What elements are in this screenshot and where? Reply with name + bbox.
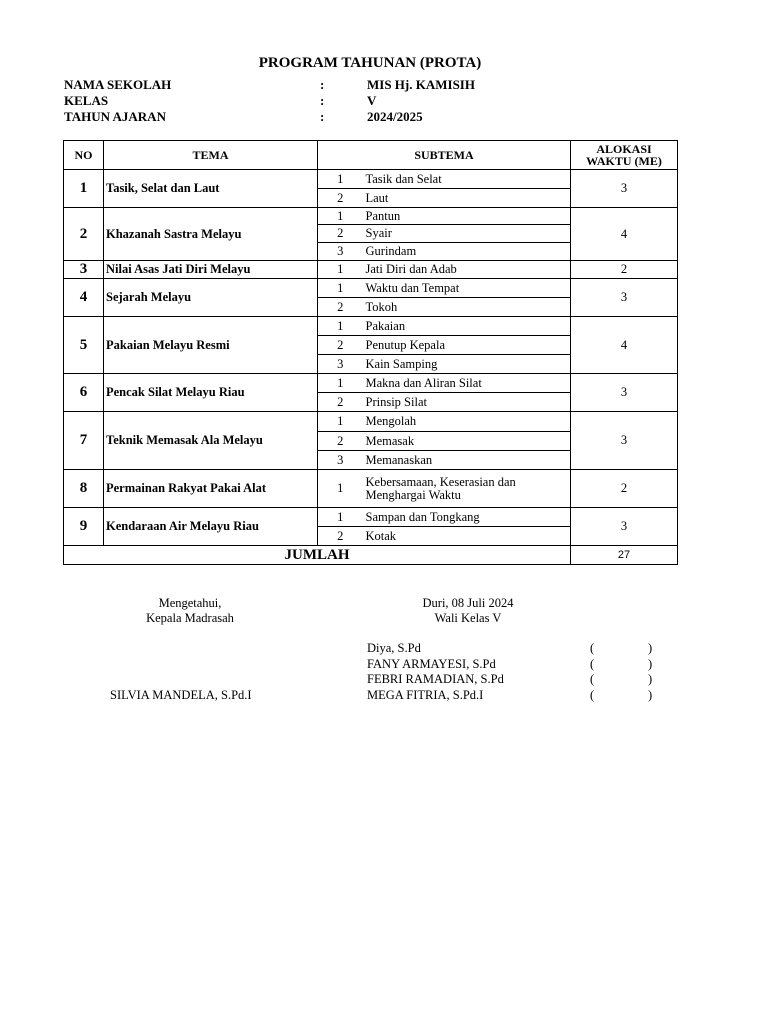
subtema-number-text: 1 xyxy=(337,208,344,223)
subtema-number-text: 1 xyxy=(337,280,344,295)
table-row xyxy=(64,374,678,393)
subtema-label: Mengolah xyxy=(364,412,571,432)
meta-label: KELAS xyxy=(64,93,109,108)
signature-paren-close: ) xyxy=(648,688,653,702)
tema-number: 5 xyxy=(64,317,104,374)
alokasi-value: 3 xyxy=(571,170,678,208)
subtema-number-text: 3 xyxy=(337,356,344,371)
subtema-number xyxy=(318,432,364,451)
tema-number: 1 xyxy=(64,170,104,208)
table-header-row xyxy=(64,141,678,170)
table-row xyxy=(64,279,678,298)
subtema-label: Tokoh xyxy=(364,298,571,317)
subtema-number xyxy=(318,243,364,261)
alokasi-value: 4 xyxy=(571,317,678,374)
tema-label: Pencak Silat Melayu Riau xyxy=(104,374,318,412)
signature-paren-close: ) xyxy=(648,657,653,671)
jumlah-value: 27 xyxy=(571,546,678,565)
subtema-number xyxy=(318,355,364,374)
subtema-number-text: 2 xyxy=(337,528,344,543)
subtema-label: Laut xyxy=(364,189,571,208)
place-date: Duri, 08 Juli 2024 xyxy=(422,596,514,610)
subtema-label: Tasik dan Selat xyxy=(364,170,571,189)
alokasi-value: 3 xyxy=(571,374,678,412)
subtema-label: Memasak xyxy=(364,432,571,451)
subtema-number-text: 3 xyxy=(337,244,344,258)
ack-label: Mengetahui, xyxy=(158,596,222,610)
header-alokasi-line2: WAKTU (ME) xyxy=(586,154,662,168)
homeroom-title: Wali Kelas V xyxy=(434,611,502,625)
tema-number: 7 xyxy=(64,412,104,470)
subtema-number xyxy=(318,261,364,279)
subtema-number xyxy=(318,527,364,546)
signature-paren-close: ) xyxy=(648,641,653,655)
subtema-number-text: 1 xyxy=(337,414,344,428)
signature-paren-open: ( xyxy=(590,657,595,671)
tema-label: Pakaian Melayu Resmi xyxy=(104,317,318,374)
alokasi-value: 3 xyxy=(571,279,678,317)
subtema-number xyxy=(318,374,364,393)
alokasi-value: 3 xyxy=(571,508,678,546)
tema-number: 4 xyxy=(64,279,104,317)
teacher-name: Diya, S.Pd xyxy=(367,641,421,655)
subtema-number xyxy=(318,317,364,336)
subtema-number-text: 2 xyxy=(337,337,344,352)
subtema-number-text: 3 xyxy=(337,452,344,467)
meta-colon: : xyxy=(320,77,325,92)
subtema-number-text: 1 xyxy=(337,171,344,186)
subtema-number xyxy=(318,208,364,225)
meta-value: 2024/2025 xyxy=(367,109,423,124)
subtema-number xyxy=(318,298,364,317)
tema-label: Permainan Rakyat Pakai Alat xyxy=(104,470,318,508)
tema-label: Kendaraan Air Melayu Riau xyxy=(104,508,318,546)
subtema-number-text: 2 xyxy=(337,394,344,409)
subtema-number-text: 1 xyxy=(337,318,344,333)
table-row xyxy=(64,208,678,225)
subtema-number xyxy=(318,189,364,208)
table-row xyxy=(64,261,678,279)
headmaster-title: Kepala Madrasah xyxy=(146,611,234,625)
signature-paren-open: ( xyxy=(590,641,595,655)
meta-colon: : xyxy=(320,93,325,108)
meta-value: MIS Hj. KAMISIH xyxy=(367,77,475,92)
signature-paren-open: ( xyxy=(590,672,595,686)
tema-label: Nilai Asas Jati Diri Melayu xyxy=(104,261,318,279)
teacher-name: MEGA FITRIA, S.Pd.I xyxy=(367,688,484,702)
headmaster-name: SILVIA MANDELA, S.Pd.I xyxy=(110,688,252,702)
header-no: NO xyxy=(64,141,104,170)
teacher-name: FANY ARMAYESI, S.Pd xyxy=(367,657,496,671)
alokasi-value: 2 xyxy=(571,261,678,279)
subtema-number xyxy=(318,336,364,355)
subtema-number-text: 1 xyxy=(337,509,344,524)
subtema-label: Sampan dan Tongkang xyxy=(364,508,571,527)
meta-value: V xyxy=(367,93,377,108)
subtema-label: Gurindam xyxy=(364,243,571,261)
subtema-label: Memanaskan xyxy=(364,451,571,470)
meta-label: TAHUN AJARAN xyxy=(64,109,166,124)
subtema-number xyxy=(318,470,364,508)
subtema-number xyxy=(318,393,364,412)
tema-number: 3 xyxy=(64,261,104,279)
subtema-number-text: 2 xyxy=(337,299,344,314)
meta-colon: : xyxy=(320,109,325,124)
header-subtema: SUBTEMA xyxy=(318,141,571,170)
subtema-label: Jati Diri dan Adab xyxy=(364,261,571,279)
subtema-label: Makna dan Aliran Silat xyxy=(364,374,571,393)
jumlah-label: JUMLAH xyxy=(64,546,571,565)
table-row xyxy=(64,170,678,189)
tema-number: 2 xyxy=(64,208,104,261)
jumlah-row xyxy=(64,546,678,565)
alokasi-value: 3 xyxy=(571,412,678,470)
header-alokasi-line1: ALOKASI xyxy=(596,142,652,156)
table-row xyxy=(64,317,678,336)
table-row xyxy=(64,412,678,432)
subtema-label: Waktu dan Tempat xyxy=(364,279,571,298)
subtema-number-text: 2 xyxy=(337,226,344,240)
meta-label: NAMA SEKOLAH xyxy=(64,77,172,92)
subtema-number xyxy=(318,279,364,298)
tema-number: 8 xyxy=(64,470,104,508)
signature-paren-close: ) xyxy=(648,672,653,686)
subtema-label: Prinsip Silat xyxy=(364,393,571,412)
subtema-label: Syair xyxy=(364,225,571,243)
subtema-number-text: 1 xyxy=(337,375,344,390)
subtema-number xyxy=(318,508,364,527)
tema-label: Tasik, Selat dan Laut xyxy=(104,170,318,208)
signature-paren-open: ( xyxy=(590,688,595,702)
subtema-number xyxy=(318,170,364,189)
subtema-number-text: 1 xyxy=(337,262,344,276)
teacher-name: FEBRI RAMADIAN, S.Pd xyxy=(367,672,504,686)
subtema-label: Kotak xyxy=(364,527,571,546)
header-tema: TEMA xyxy=(104,141,318,170)
subtema-label: Pakaian xyxy=(364,317,571,336)
header-alokasi xyxy=(571,141,678,170)
table-row xyxy=(64,508,678,527)
page-title: PROGRAM TAHUNAN (PROTA) xyxy=(258,55,482,71)
subtema-label: Penutup Kepala xyxy=(364,336,571,355)
alokasi-value: 4 xyxy=(571,208,678,261)
subtema-number-text: 2 xyxy=(337,190,344,205)
tema-label: Sejarah Melayu xyxy=(104,279,318,317)
table-row xyxy=(64,470,678,508)
tema-number: 6 xyxy=(64,374,104,412)
subtema-number xyxy=(318,451,364,470)
alokasi-value: 2 xyxy=(571,470,678,508)
subtema-number xyxy=(318,225,364,243)
subtema-label: Pantun xyxy=(364,208,571,225)
subtema-number-text: 2 xyxy=(337,433,344,448)
tema-label: Khazanah Sastra Melayu xyxy=(104,208,318,261)
subtema-number xyxy=(318,412,364,432)
subtema-label: Kebersamaan, Keserasian dan Menghargai Waktu xyxy=(364,470,571,508)
subtema-label: Kain Samping xyxy=(364,355,571,374)
tema-label: Teknik Memasak Ala Melayu xyxy=(104,412,318,470)
tema-number: 9 xyxy=(64,508,104,546)
subtema-number-text: 1 xyxy=(337,481,344,495)
prota-table xyxy=(63,140,678,565)
